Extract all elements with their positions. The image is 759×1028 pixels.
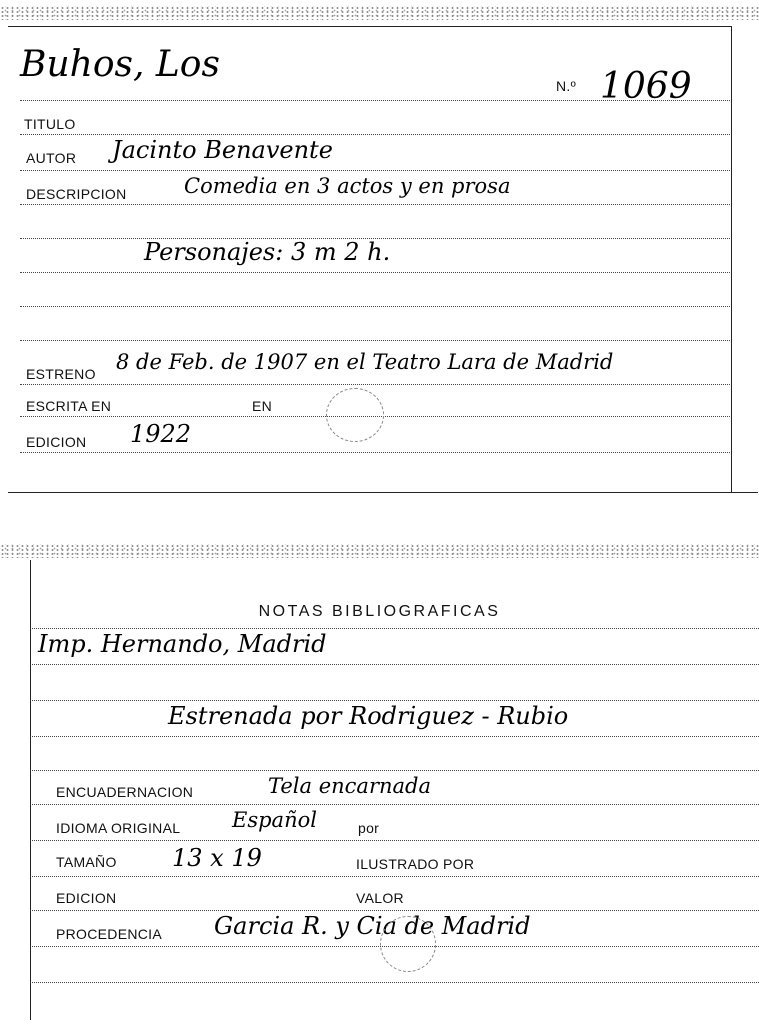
note-line-2: Estrenada por Rodriguez - Rubio [168,702,569,730]
card-top-edge [0,6,759,20]
rule-line [30,770,759,771]
edicion-bottom-label: EDICION [56,890,117,906]
card-bottom-edge [0,544,759,558]
library-stamp [380,916,436,972]
number-label: N.º [556,78,577,94]
rule-line [20,272,730,273]
rule-line [30,804,759,805]
rule-line [20,204,730,205]
rule-line [20,384,730,385]
tamano-label: TAMAÑO [56,854,117,870]
rule-line [20,100,730,101]
edicion-label: EDICION [26,434,87,450]
card-left-border [30,560,31,1020]
card-bottom-border [8,492,758,493]
en-label: EN [252,398,273,414]
rule-line [30,736,759,737]
notas-heading: NOTAS BIBLIOGRAFICAS [258,603,501,620]
rule-line [30,664,759,665]
rule-line [20,134,730,135]
rule-line [30,700,759,701]
card-right-border [731,26,732,492]
number-value: 1069 [600,66,692,107]
rule-line [30,982,759,983]
por-label: por [358,820,380,836]
library-stamp [326,388,384,442]
ilustrado-label: ILUSTRADO POR [356,856,475,872]
rule-line [30,876,759,877]
titulo-label: TITULO [24,116,76,132]
rule-line [30,840,759,841]
estreno-label: ESTRENO [26,366,96,382]
descripcion-label: DESCRIPCION [26,186,127,202]
rule-line [20,340,730,341]
edicion-value: 1922 [130,420,192,448]
rule-line [20,452,730,453]
autor-label: AUTOR [26,150,77,166]
title-value: Buhos, Los [20,44,220,85]
note-line-1: Imp. Hernando, Madrid [38,630,327,658]
rule-line [30,910,759,911]
personajes-value: Personajes: 3 m 2 h. [144,238,391,266]
tamano-value: 13 x 19 [172,844,262,872]
idioma-label: IDIOMA ORIGINAL [56,820,181,836]
procedencia-label: PROCEDENCIA [56,926,162,942]
catalog-card-top [0,0,759,500]
escrita-en-label: ESCRITA EN [26,398,112,414]
autor-value: Jacinto Benavente [112,136,333,164]
rule-line [30,628,759,629]
descripcion-value: Comedia en 3 actos y en prosa [184,174,511,198]
valor-label: VALOR [356,890,404,906]
card-top-border [8,26,732,27]
encuadernacion-label: ENCUADERNACION [56,784,194,800]
rule-line [20,170,730,171]
estreno-value: 8 de Feb. de 1907 en el Teatro Lara de Madrid [116,350,614,374]
rule-line [20,306,730,307]
encuadernacion-value: Tela encarnada [268,774,431,798]
idioma-value: Español [232,808,317,832]
procedencia-value: Garcia R. y Cia de Madrid [214,912,531,940]
